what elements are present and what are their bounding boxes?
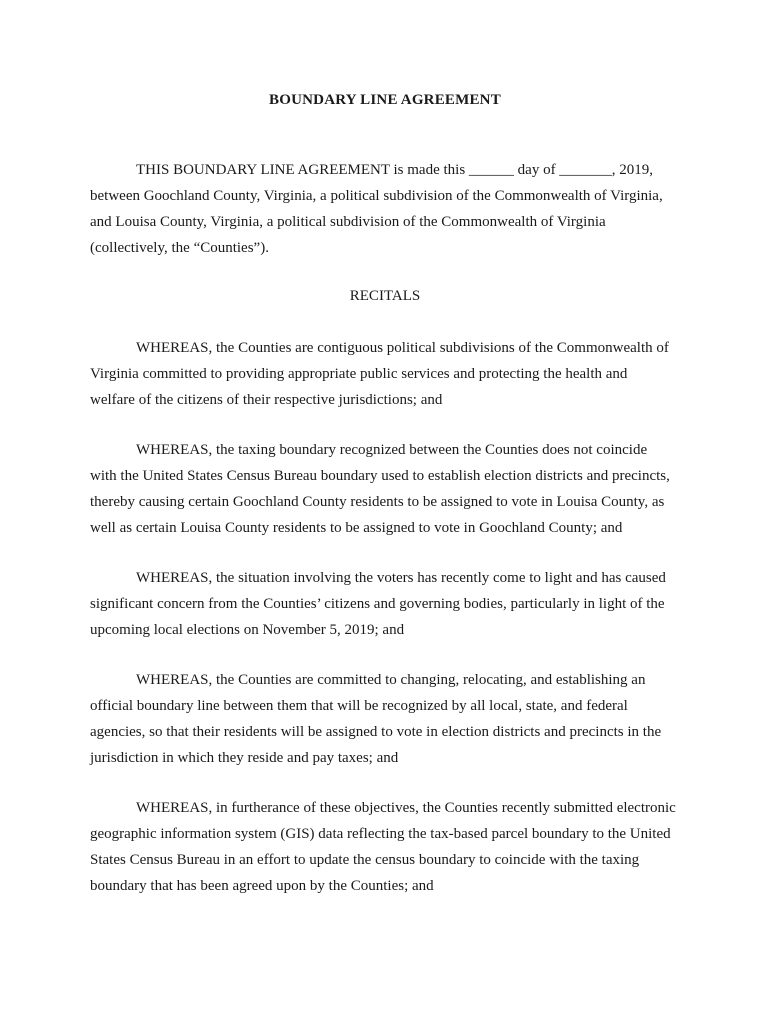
text-line: between Goochland County, Virginia, a political subdivision of the Commonwealth of Virginia,	[90, 188, 663, 204]
text-line: Virginia committed to providing appropriate public services and protecting the health and	[90, 366, 628, 382]
whereas-paragraph-4	[90, 667, 690, 771]
text-line: WHEREAS, the Counties are contiguous political subdivisions of the Commonwealth of	[136, 340, 669, 356]
recitals-heading: RECITALS	[349, 288, 421, 304]
text-line: significant concern from the Counties’ citizens and governing bodies, particularly in light of the	[90, 596, 665, 612]
text-line: WHEREAS, the Counties are committed to changing, relocating, and establishing an	[136, 672, 646, 688]
text-line: welfare of the citizens of their respective jurisdictions; and	[90, 392, 443, 408]
whereas-paragraph-2	[90, 437, 690, 541]
whereas-paragraph-5	[90, 795, 690, 899]
text-line: geographic information system (GIS) data reflecting the tax-based parcel boundary to the United	[90, 826, 671, 842]
text-line: with the United States Census Bureau boundary used to establish election districts and precincts,	[90, 468, 670, 484]
whereas-paragraph-1	[90, 335, 690, 413]
whereas-paragraph-3	[90, 565, 690, 643]
text-line: and Louisa County, Virginia, a political subdivision of the Commonwealth of Virginia	[90, 214, 606, 230]
text-line: well as certain Louisa County residents to be assigned to vote in Goochland County; and	[90, 520, 623, 536]
text-line: THIS BOUNDARY LINE AGREEMENT is made this ______ day of _______, 2019,	[136, 162, 654, 178]
document-title: BOUNDARY LINE AGREEMENT	[269, 92, 501, 108]
text-line: (collectively, the “Counties”).	[90, 240, 269, 256]
text-line: WHEREAS, the situation involving the voters has recently come to light and has caused	[136, 570, 666, 586]
intro-paragraph	[90, 157, 690, 261]
text-line: thereby causing certain Goochland County residents to be assigned to vote in Louisa County, as	[90, 494, 665, 510]
text-line: States Census Bureau in an effort to update the census boundary to coincide with the taxing	[90, 852, 640, 868]
text-line: agencies, so that their residents will be assigned to vote in election districts and precincts in the	[90, 724, 662, 740]
text-line: WHEREAS, in furtherance of these objectives, the Counties recently submitted electronic	[136, 800, 676, 816]
text-line: jurisdiction in which they reside and pay taxes; and	[90, 750, 399, 766]
text-line: upcoming local elections on November 5, 2019; and	[90, 622, 405, 638]
text-line: WHEREAS, the taxing boundary recognized between the Counties does not coincide	[136, 442, 648, 458]
text-line: boundary that has been agreed upon by the Counties; and	[90, 878, 434, 894]
text-line: official boundary line between them that will be recognized by all local, state, and federal	[90, 698, 628, 714]
